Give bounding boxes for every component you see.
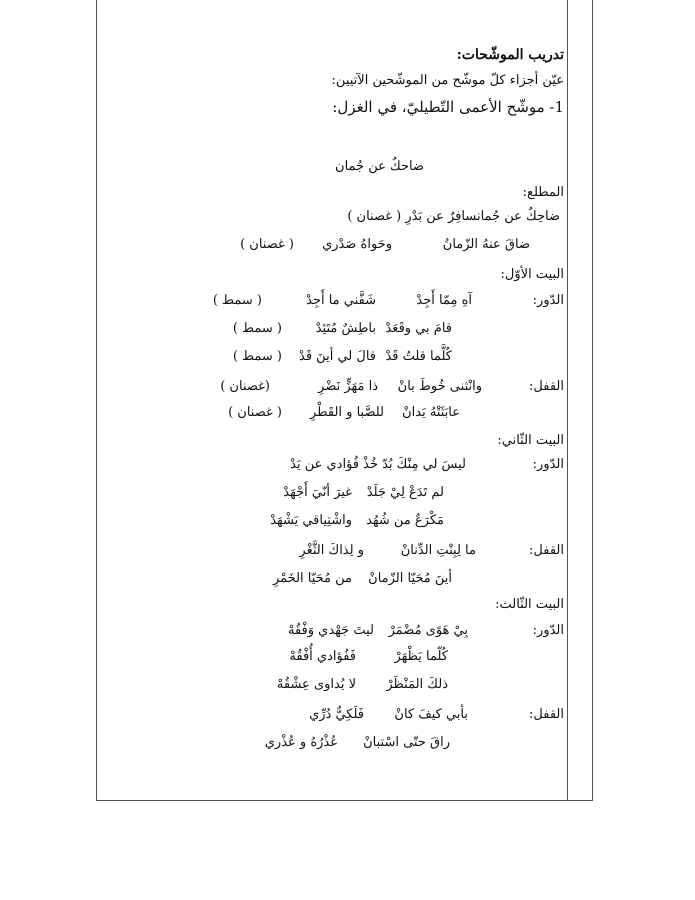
bayt-3-dawr-1b: ليتَ جَهْدي وَفْقُهْ [288, 623, 374, 638]
bayt-1-qufl-1-note: (غصنان ) [220, 379, 270, 394]
bayt-2-heading: البيت الثّاني: [497, 433, 564, 448]
bayt-1-dawr-2a: قامَ بي وقَعَدْ [385, 321, 452, 336]
bayt-1-dawr-3a: كُلَّما قلتُ قَدْ [385, 349, 452, 364]
bayt-2-dawr-1b: خُذْ فُؤادي عن يَدْ [290, 457, 378, 472]
bayt-3-qufl-1a: بأبي كيفَ كانْ [394, 707, 468, 722]
matla-line-1: ضاحِكٌ عن جُمانسافِرٌ عن بَدْرِ ( غصنان ) [347, 209, 560, 224]
matla-line-2-note: ( غصنان ) [240, 237, 294, 252]
bayt-2-dawr-label: الدّور: [532, 457, 564, 472]
bayt-2-qufl-1a: ما لِبِنْتِ الدِّنانْ [400, 543, 476, 558]
bayt-2-dawr-2b: غيرَ أنّيَ أَجْهَدْ [283, 485, 352, 500]
bayt-2-qufl-2a: أينَ مُحَيّا الزّمانْ [368, 571, 452, 586]
bayt-1-dawr-1b: شَفَّني ما أَجِدْ [306, 293, 376, 308]
margin-column-divider [567, 0, 568, 801]
poem-title: ضاحكٌ عن جُمان [335, 159, 424, 174]
bayt-1-qufl-label: القفل: [529, 379, 564, 394]
bayt-3-dawr-2a: كُلّما يَظْهَرْ [394, 649, 448, 664]
bayt-3-heading: البيت الثّالث: [495, 597, 564, 612]
bayt-2-dawr-3a: مَكْرَعٌ من شُهُد [366, 513, 444, 528]
bayt-1-dawr-1-note: ( سمط ) [212, 293, 262, 308]
bayt-3-dawr-label: الدّور: [532, 623, 564, 638]
bayt-3-dawr-2b: فَفُؤادي أُفْقُهْ [289, 649, 356, 664]
bayt-1-dawr-1a: آهِ مِمّا أَجِدْ [416, 293, 472, 308]
bayt-1-qufl-2b: للصَّبا و القَطْرِ [310, 405, 384, 420]
bayt-3-dawr-1a: بِيْ هَوًى مُضْمَرْ [388, 623, 468, 638]
bayt-3-dawr-3a: ذلكَ المَنْظَرْ [386, 677, 448, 692]
bayt-1-qufl-1b: ذا مَهَزٍّ نَضْرِ [318, 379, 378, 394]
bayt-1-dawr-3b: قالَ لي أينَ قَدْ [299, 349, 376, 364]
bayt-1-dawr-2b: باطِشٌ مُتَئِدْ [315, 321, 376, 336]
bayt-2-dawr-1a: ليسَ لي مِنْكَ بُدّ [382, 457, 466, 472]
document-content [100, 0, 564, 801]
bayt-1-qufl-2a: عابَثَتْهُ يَدانْ [402, 405, 460, 420]
bayt-2-qufl-1b: و لِذاكَ الثَّغْرِ [299, 543, 364, 558]
bayt-2-qufl-label: القفل: [529, 543, 564, 558]
bayt-3-dawr-3b: لا يُداوى عِشْقُهْ [276, 677, 356, 692]
bayt-3-qufl-2b: عُذْرُهُ و عُذْري [264, 735, 338, 750]
matla-line-2-part-2: وحَواهُ صَدْري [322, 237, 392, 252]
bayt-1-dawr-3-note: ( سمط ) [232, 349, 282, 364]
bayt-2-dawr-2a: لم تَدَعْ لِيْ جَلَدْ [366, 485, 444, 500]
item-1-heading: 1- موشّح الأعمى التّطيليّ، في الغزل: [332, 98, 564, 116]
bayt-3-qufl-1b: فَلَكِيٌّ دُرِّي [309, 707, 364, 722]
bayt-2-dawr-3b: واشْتِياقي يَشْهَدْ [270, 513, 352, 528]
matla-heading: المطلع: [522, 185, 564, 200]
bayt-1-qufl-2-note: ( غصنان ) [228, 405, 282, 420]
bayt-1-dawr-2-note: ( سمط ) [232, 321, 282, 336]
instruction: عيّن أجزاء كلّ موشّح من الموشّحين الآتيين: [331, 73, 564, 88]
section-title: تدريب الموشّحات: [456, 47, 564, 63]
bayt-1-dawr-label: الدّور: [532, 293, 564, 308]
bayt-1-heading: البيت الأوّل: [500, 267, 564, 282]
matla-line-2-part-1: ضاقَ عنهُ الزّمانُ [442, 237, 530, 252]
bayt-2-qufl-2b: من مُحَيّا الخَمْرِ [272, 571, 352, 586]
bayt-3-qufl-2a: راقَ حتّى اسْتبانْ [363, 735, 450, 750]
bayt-3-qufl-label: القفل: [529, 707, 564, 722]
bayt-1-qufl-1a: وانْثنى خُوطَ بانْ [397, 379, 482, 394]
